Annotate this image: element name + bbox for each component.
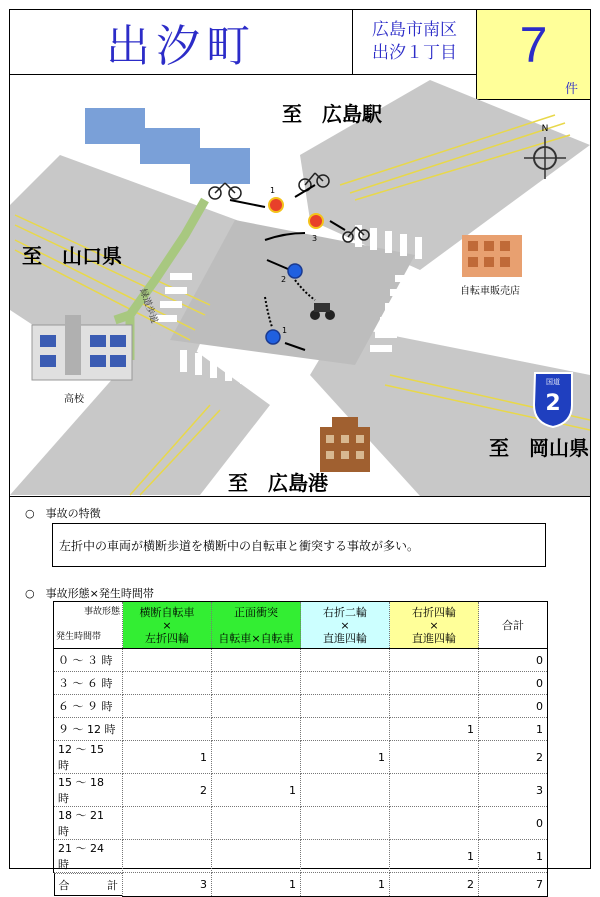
direction-north-label: 至 広島駅	[282, 102, 382, 126]
map-divider	[10, 496, 590, 497]
total-cell: 1	[301, 873, 390, 897]
count-cell: 1	[390, 840, 479, 873]
table-row	[54, 807, 548, 840]
table-row	[54, 649, 548, 672]
count-cell	[301, 807, 390, 840]
svg-text:3: 3	[312, 234, 318, 243]
svg-text:国道: 国道	[546, 378, 560, 386]
count-cell	[123, 840, 212, 873]
total-cell: 3	[123, 873, 212, 897]
direction-east-label: 至 岡山県	[489, 436, 589, 460]
bike-shop-icon	[462, 235, 522, 277]
count-cell: 1	[123, 741, 212, 774]
page-title: 出汐町	[106, 21, 256, 72]
accident-stats-table	[53, 601, 548, 897]
row-total-cell: 0	[479, 807, 548, 840]
national-route-shield-icon	[534, 373, 572, 427]
time-slot-label: ６ ～ ９ 時	[54, 695, 123, 718]
time-slot-label: 18 ～ 21 時	[54, 807, 123, 840]
count-cell	[212, 840, 301, 873]
count-cell: 2	[123, 774, 212, 807]
row-total-cell: 1	[479, 840, 548, 873]
total-cell: 2	[390, 873, 479, 897]
count-cell	[390, 741, 479, 774]
path-label: 緑道歩道	[137, 287, 159, 325]
time-slot-label: 12 ～ 15 時	[54, 741, 123, 774]
count-cell: 1	[390, 718, 479, 741]
svg-text:2: 2	[545, 391, 561, 416]
count-cell	[123, 649, 212, 672]
row-total-cell: 0	[479, 649, 548, 672]
column-header: 正面衝突 自転車×自転車	[212, 602, 301, 649]
accident-marker	[266, 330, 280, 344]
table-row	[54, 741, 548, 774]
count-cell	[212, 649, 301, 672]
count-cell	[301, 672, 390, 695]
direction-west-label: 至 山口県	[22, 244, 122, 268]
features-text-box	[52, 523, 546, 567]
address-block	[352, 10, 476, 74]
time-slot-label: ９ ～ 12 時	[54, 718, 123, 741]
count-cell	[301, 718, 390, 741]
count-cell	[212, 741, 301, 774]
count-cell	[123, 807, 212, 840]
school-label: 高校	[64, 394, 84, 405]
svg-text:1: 1	[270, 186, 276, 195]
row-total-cell: 0	[479, 695, 548, 718]
column-header: 右折四輪 × 直進四輪	[390, 602, 479, 649]
accident-count: 7	[519, 17, 548, 73]
count-cell: 1	[301, 741, 390, 774]
table-heading: ○ 事故形態×発生時間帯	[25, 587, 154, 600]
count-cell	[301, 840, 390, 873]
time-slot-label: ３ ～ ６ 時	[54, 672, 123, 695]
features-text: 左折中の車両が横断歩道を横断中の自転車と衝突する事故が多い。	[59, 538, 420, 553]
row-total-cell: 3	[479, 774, 548, 807]
direction-south-label: 至 広島港	[228, 471, 328, 495]
office-buildings-icon	[85, 108, 250, 184]
table-row	[54, 774, 548, 807]
count-cell	[390, 672, 479, 695]
count-cell	[123, 718, 212, 741]
time-slot-label: 15 ～ 18 時	[54, 774, 123, 807]
count-cell	[212, 718, 301, 741]
count-cell	[212, 807, 301, 840]
count-cell	[390, 649, 479, 672]
column-header: 横断自転車 × 左折四輪	[123, 602, 212, 649]
row-total-cell: 1	[479, 718, 548, 741]
svg-text:N: N	[541, 124, 549, 134]
count-cell	[301, 695, 390, 718]
count-cell	[212, 695, 301, 718]
address-line-1: 広島市南区	[372, 20, 457, 40]
total-row-label: 合 計	[54, 873, 123, 896]
svg-text:1: 1	[282, 326, 288, 335]
address-line-2: 出汐１丁目	[372, 43, 457, 63]
svg-text:2: 2	[281, 275, 287, 284]
accident-marker	[288, 264, 302, 278]
grand-total-cell: 7	[479, 873, 548, 897]
total-column-header: 合計	[479, 602, 548, 649]
column-header: 右折二輪 × 直進四輪	[301, 602, 390, 649]
table-row	[54, 840, 548, 873]
accident-marker	[269, 198, 283, 212]
count-cell	[390, 774, 479, 807]
time-slot-label: ０ ～ ３ 時	[54, 649, 123, 672]
row-total-cell: 2	[479, 741, 548, 774]
row-total-cell: 0	[479, 672, 548, 695]
count-cell	[123, 672, 212, 695]
count-cell: 1	[212, 774, 301, 807]
table-row	[54, 718, 548, 741]
table-corner-cell: 事故形態 発生時間帯	[54, 602, 123, 649]
total-row	[54, 873, 548, 897]
features-heading: ○ 事故の特徴	[25, 507, 101, 520]
count-cell	[301, 774, 390, 807]
count-cell	[390, 695, 479, 718]
time-slot-label: 21 ～ 24 時	[54, 840, 123, 873]
count-cell	[390, 807, 479, 840]
accident-marker	[309, 214, 323, 228]
count-cell	[301, 649, 390, 672]
school-building-icon	[32, 315, 132, 380]
table-row	[54, 672, 548, 695]
count-cell	[212, 672, 301, 695]
count-cell	[123, 695, 212, 718]
accident-count-unit: 件	[564, 82, 578, 97]
total-cell: 1	[212, 873, 301, 897]
table-row	[54, 695, 548, 718]
bike-shop-label: 自転車販売店	[460, 286, 520, 297]
